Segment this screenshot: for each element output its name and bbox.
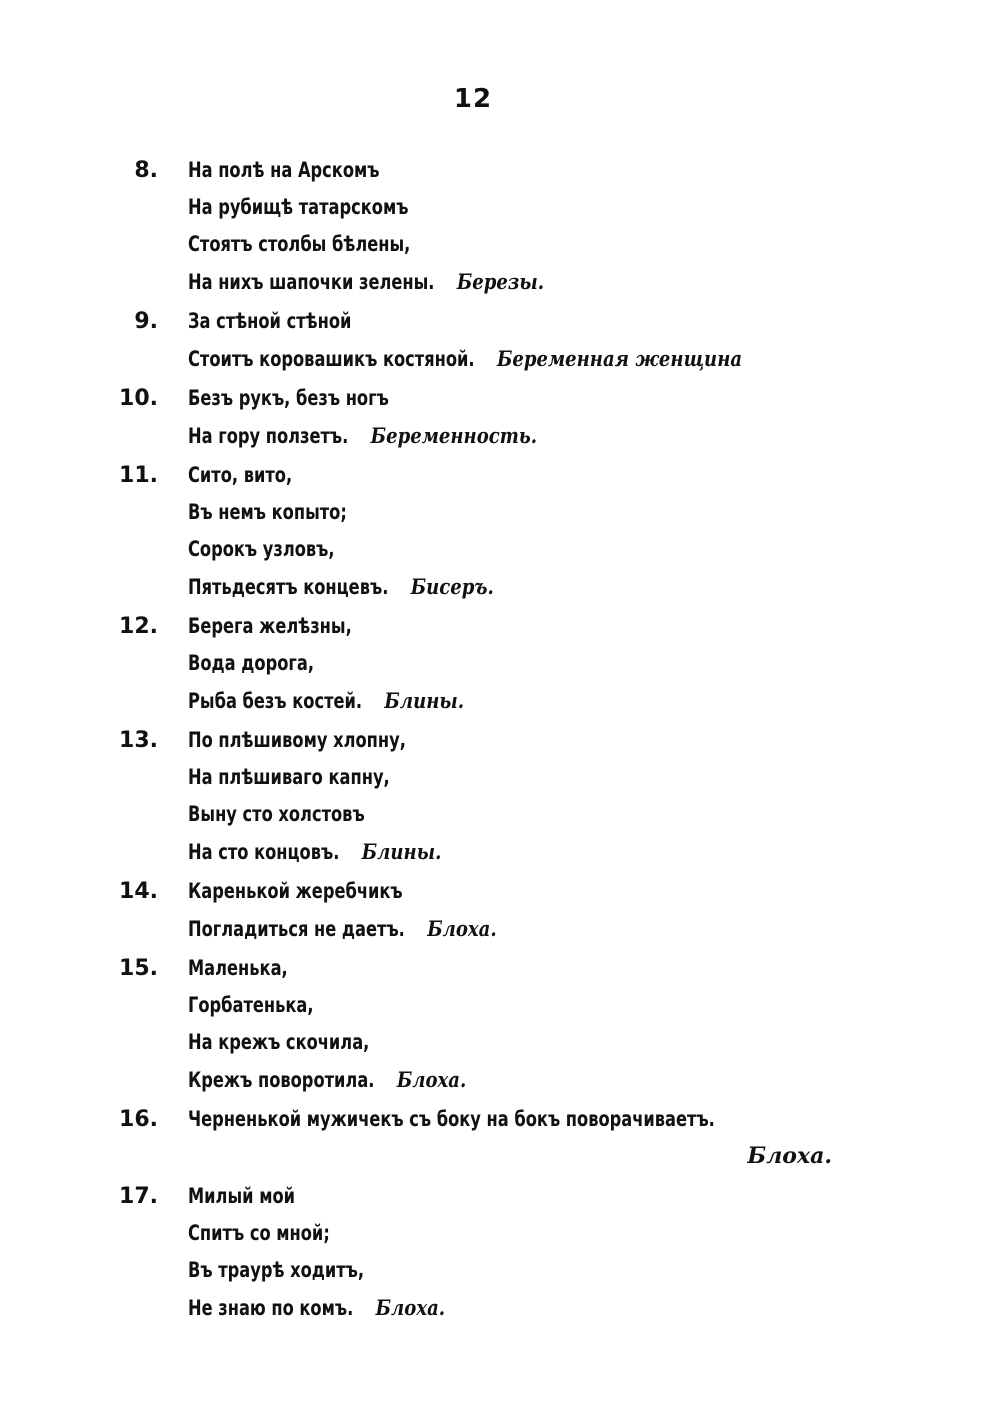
- riddle-15: [0, 950, 1000, 1098]
- riddle-number: 14.: [119, 879, 158, 904]
- riddle-answer: Блоха.: [396, 1067, 467, 1092]
- riddle-line: Горбатенька,: [188, 993, 314, 1017]
- riddle-line: Берега желѣзны,: [188, 614, 352, 638]
- riddle-line: На рубищѣ татарскомъ: [188, 195, 409, 219]
- riddle-line: Безъ рукъ, безъ ногъ: [188, 386, 389, 410]
- riddle-line: [188, 1289, 886, 1326]
- riddle-line: За стѣной стѣной: [188, 309, 352, 333]
- riddle-line-text: Не знаю по комъ.: [188, 1296, 354, 1320]
- riddle-16: [0, 1101, 1000, 1175]
- riddle-10: [0, 380, 1000, 454]
- riddle-answer: Блины.: [361, 839, 442, 864]
- riddle-11: [0, 457, 1000, 605]
- riddle-line: Милый мой: [188, 1184, 296, 1208]
- riddle-line: [188, 263, 886, 300]
- riddle-line-text: Стоитъ коровашикъ костяной.: [188, 347, 475, 371]
- riddle-number: 17.: [119, 1184, 158, 1209]
- riddle-answer: Беременность.: [370, 423, 538, 448]
- riddle-8: [0, 152, 1000, 300]
- riddle-line: Вода дорога,: [188, 651, 314, 675]
- riddle-number: 12.: [119, 614, 158, 639]
- riddle-line: На крежъ скочила,: [188, 1030, 370, 1054]
- riddle-line-text: На сто концовъ.: [188, 840, 340, 864]
- riddle-line-text: Рыба безъ костей.: [188, 689, 363, 713]
- riddle-number: 15.: [119, 956, 158, 981]
- riddle-line: [188, 1061, 886, 1098]
- riddle-13: [0, 722, 1000, 870]
- riddle-line: Сито, вито,: [188, 463, 293, 487]
- riddle-line: На плѣшиваго капну,: [188, 765, 390, 789]
- riddle-answer: Бисеръ.: [410, 574, 494, 599]
- riddle-14: [0, 873, 1000, 947]
- page-number: 12: [453, 84, 493, 114]
- riddle-number: 9.: [134, 309, 158, 334]
- riddle-line: [188, 340, 886, 377]
- riddle-line: [188, 568, 886, 605]
- riddle-answer: Березы.: [456, 269, 545, 294]
- riddle-answer: Беременная женщина: [496, 346, 743, 371]
- riddle-line: Стоятъ столбы бѣлены,: [188, 232, 411, 256]
- riddle-line: [188, 682, 886, 719]
- riddle-line: Маленька,: [188, 956, 288, 980]
- riddle-line-text: На гору ползетъ.: [188, 424, 349, 448]
- riddle-answer: Блоха.: [427, 916, 497, 941]
- riddle-list: [0, 152, 1000, 1326]
- riddle-answer: Блоха.: [375, 1295, 446, 1320]
- riddle-number: 11.: [119, 463, 158, 488]
- riddle-answer: Блоха.: [747, 1143, 832, 1169]
- riddle-line: По плѣшивому хлопну,: [188, 728, 406, 752]
- riddle-line-text: Погладиться не даетъ.: [188, 917, 405, 941]
- riddle-line: Сорокъ узловъ,: [188, 537, 335, 561]
- riddle-line: Въ немъ копыто;: [188, 500, 347, 524]
- riddle-line: [188, 417, 886, 454]
- riddle-line: Спитъ со мной;: [188, 1221, 330, 1245]
- riddle-number: 8.: [134, 158, 158, 183]
- riddle-number: 13.: [119, 728, 158, 753]
- riddle-line: Выну сто холстовъ: [188, 802, 365, 826]
- riddle-line-text: Крежъ поворотила.: [188, 1068, 375, 1092]
- riddle-line: [188, 833, 886, 870]
- riddle-line: На полѣ на Арскомъ: [188, 158, 380, 182]
- riddle-line: Въ траурѣ ходитъ,: [188, 1258, 365, 1282]
- riddle-line: Каренькой жеребчикъ: [188, 879, 403, 903]
- riddle-12: [0, 608, 1000, 719]
- riddle-line: Черненькой мужичекъ съ боку на бокъ поворачиваетъ.: [188, 1107, 715, 1131]
- riddle-line-text: На нихъ шапочки зелены.: [188, 270, 435, 294]
- riddle-line: [188, 910, 886, 947]
- riddle-number: 10.: [119, 386, 158, 411]
- riddle-answer: Блины.: [384, 688, 465, 713]
- riddle-17: [0, 1178, 1000, 1326]
- riddle-line-text: Пятьдесятъ концевъ.: [188, 575, 389, 599]
- riddle-number: 16.: [119, 1107, 158, 1132]
- riddle-9: [0, 303, 1000, 377]
